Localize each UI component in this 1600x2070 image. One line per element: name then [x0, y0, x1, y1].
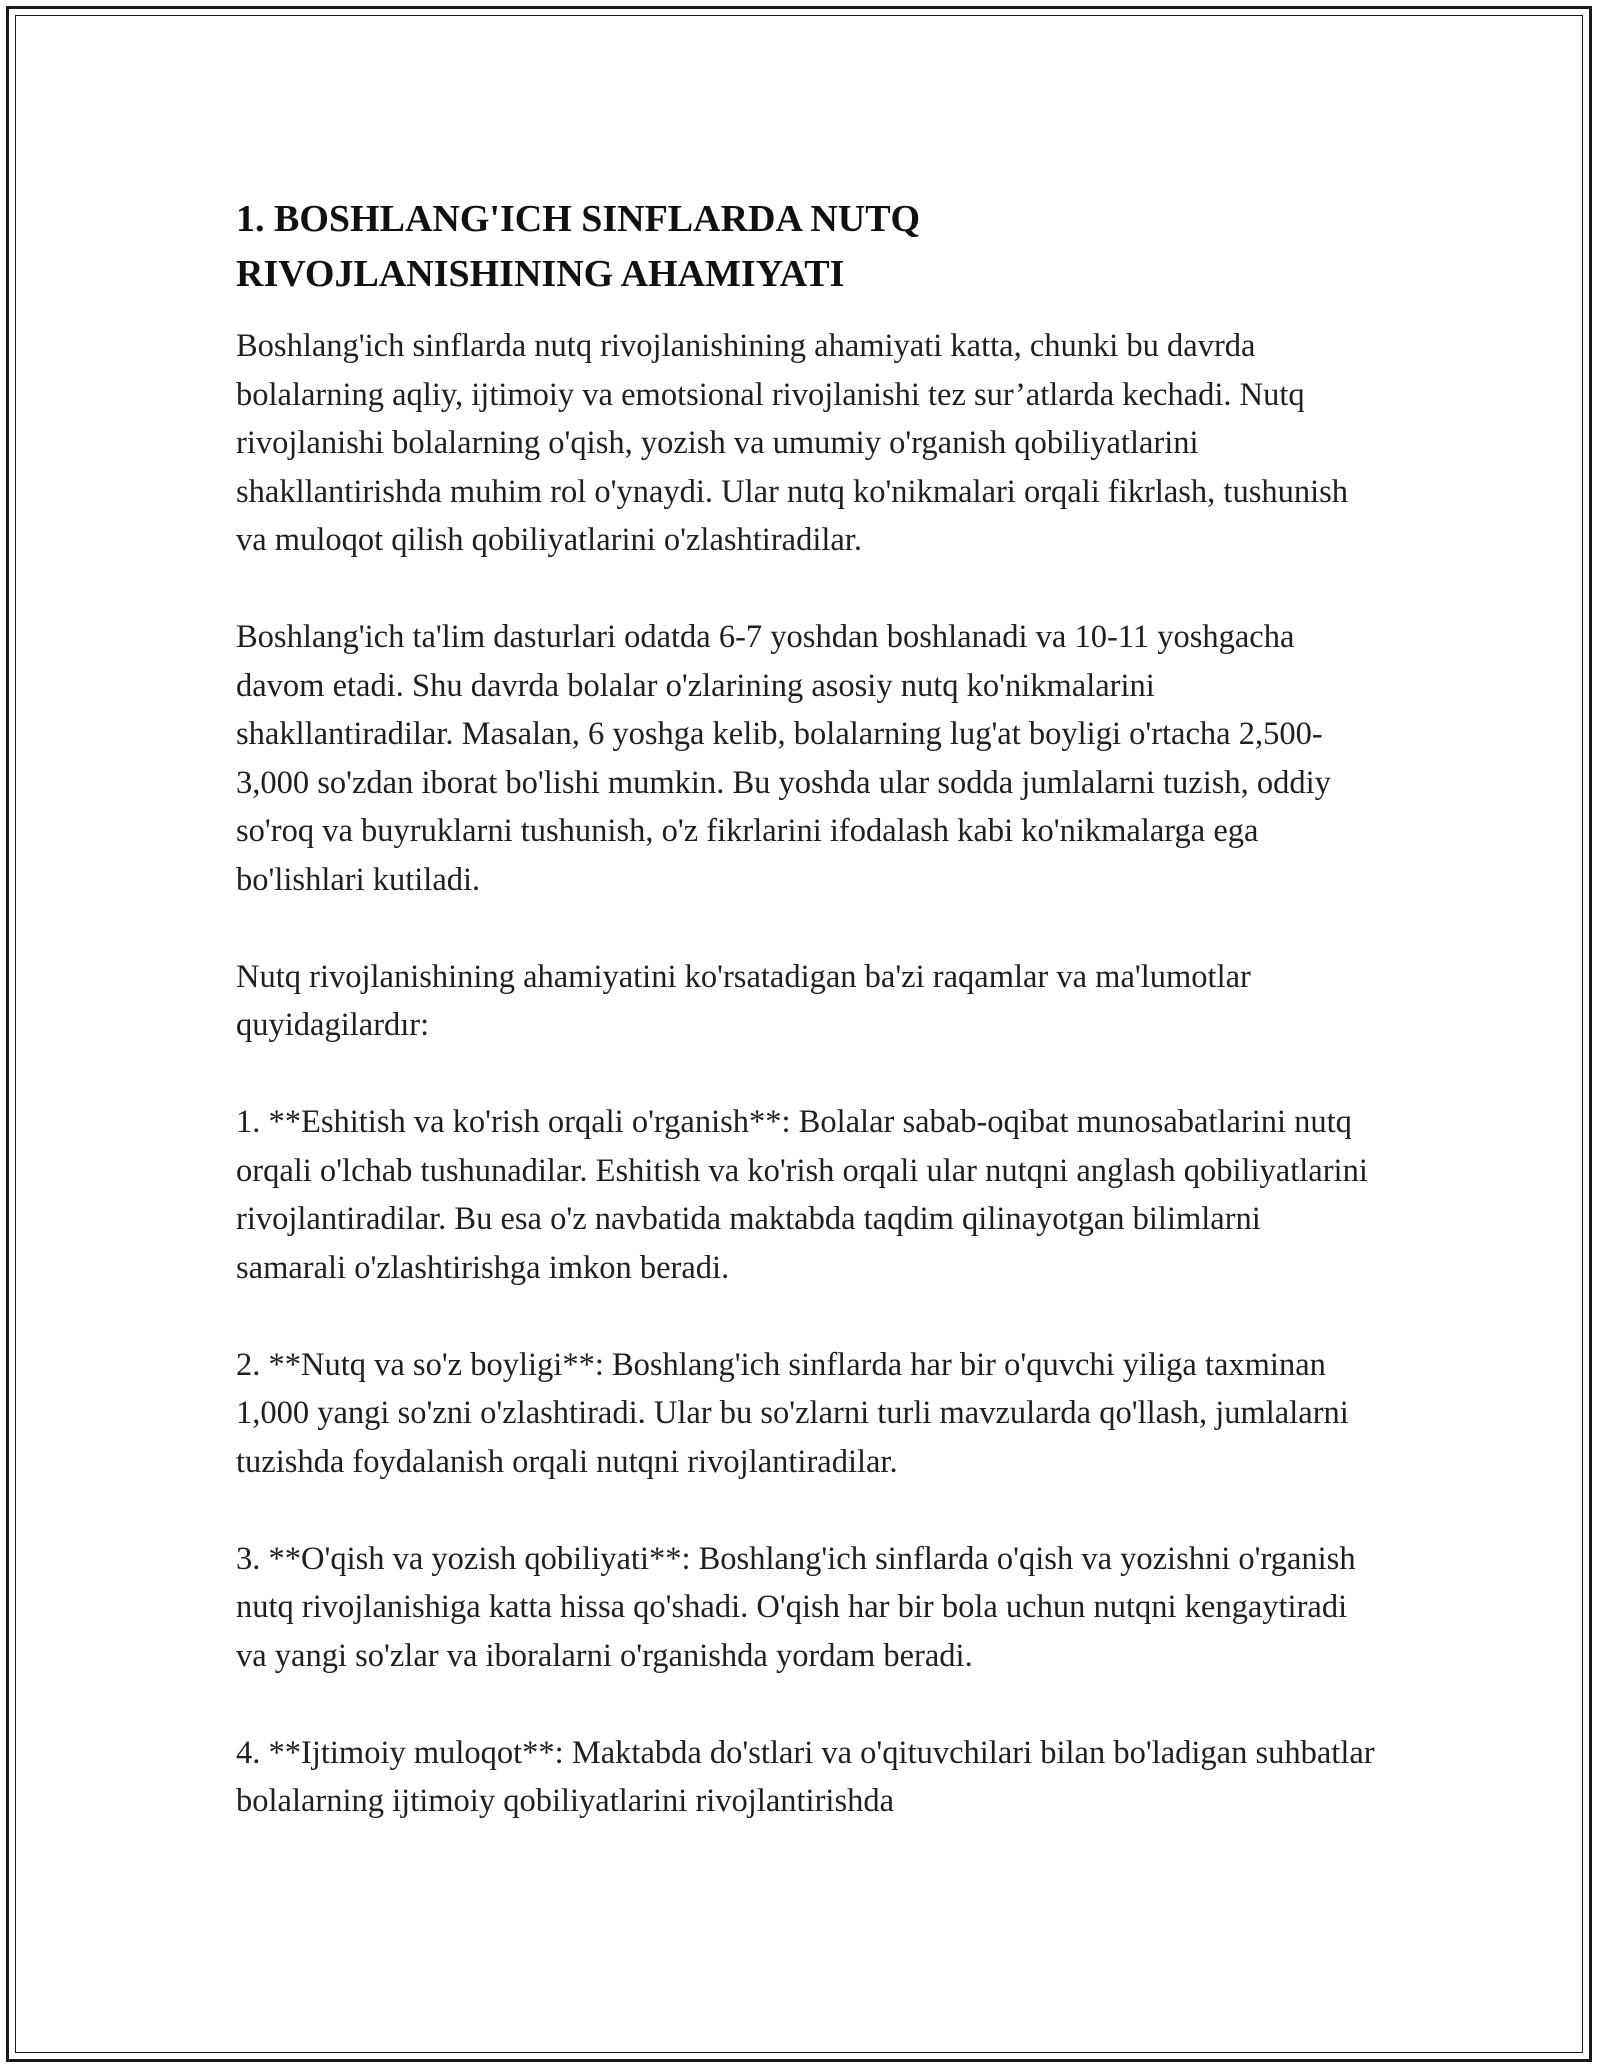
list-item-listening: 1. **Eshitish va ko'rish orqali o'rganish**: Bolalar sabab-oqibat munosabatlarini nutq orqali o'lchab tushunadilar. Eshitish va ko'rish orqali ular nutqni anglash qobiliyatlarini rivojlantiradilar. Bu esa o'z navbatida maktabda taqdim qilinayotgan bilimlarni samarali o'zlashtirishga imkon beradi. — [236, 1104, 1368, 1286]
list-item-vocabulary: 2. **Nutq va so'z boyligi**: Boshlang'ich sinflarda har bir o'quvchi yiliga taxminan 1,000 yangi so'zni o'zlashtiradi. Ular bu so'zlarni turli mavzularda qo'llash, jumlalarni tuzishda foydalanish orqali nutqni rivojlantiradilar. — [236, 1346, 1349, 1480]
paragraph-intro: Boshlang'ich sinflarda nutq rivojlanishining ahamiyati katta, chunki bu davrda bolalarning aqliy, ijtimoiy va emotsional rivojlanishi tez sur’atlarda kechadi. Nutq rivojlanishi bolalarning o'qish, yozish va umumiy o'rganish qobiliyatlarini shakllantirishda muhim rol o'ynaydi. Ular nutq ko'nikmalari orqali fikrlash, tushunish va muloqot qilish qobiliyatlarini o'zlashtiradilar. — [236, 328, 1349, 558]
list-item-reading-writing: 3. **O'qish va yozish qobiliyati**: Boshlang'ich sinflarda o'qish va yozishni o'rganish nutq rivojlanishiga katta hissa qo'shadi. O'qish har bir bola uchun nutqni kengaytiradi va yangi so'zlar va iboralarni o'rganishda yordam beradi. — [236, 1540, 1356, 1674]
document-body — [236, 192, 1376, 1874]
document-title — [236, 192, 1376, 302]
paragraph-curriculum: Boshlang'ich ta'lim dasturlari odatda 6-7 yoshdan boshlanadi va 10-11 yoshgacha davom etadi. Shu davrda bolalar o'zlarining asosiy nutq ko'nikmalarini shakllantiradilar. Masalan, 6 yoshga kelib, bolalarning lug'at boyligi o'rtacha 2,500-3,000 so'zdan iborat bo'lishi mumkin. Bu yoshda ular sodda jumlalarni tuzish, oddiy so'roq va buyruklarni tushunish, o'z fikrlarini ifodalash kabi ko'nikmalarga ega bo'lishlari kutiladi. — [236, 619, 1331, 898]
list-item-social: 4. **Ijtimoiy muloqot**: Maktabda do'stlari va o'qituvchilari bilan bo'ladigan suhbatlar bolalarning ijtimoiy qobiliyatlarini rivojlantirishda — [236, 1734, 1375, 1819]
paragraph-list-intro: Nutq rivojlanishining ahamiyatini ko'rsatadigan ba'zi raqamlar va ma'lumotlar quyidagilardır: — [236, 958, 1251, 1043]
title-line-2: RIVOJLANISHINING AHAMIYATI — [236, 253, 845, 295]
title-line-1: 1. BOSHLANG'ICH SINFLARDA NUTQ — [236, 198, 921, 240]
